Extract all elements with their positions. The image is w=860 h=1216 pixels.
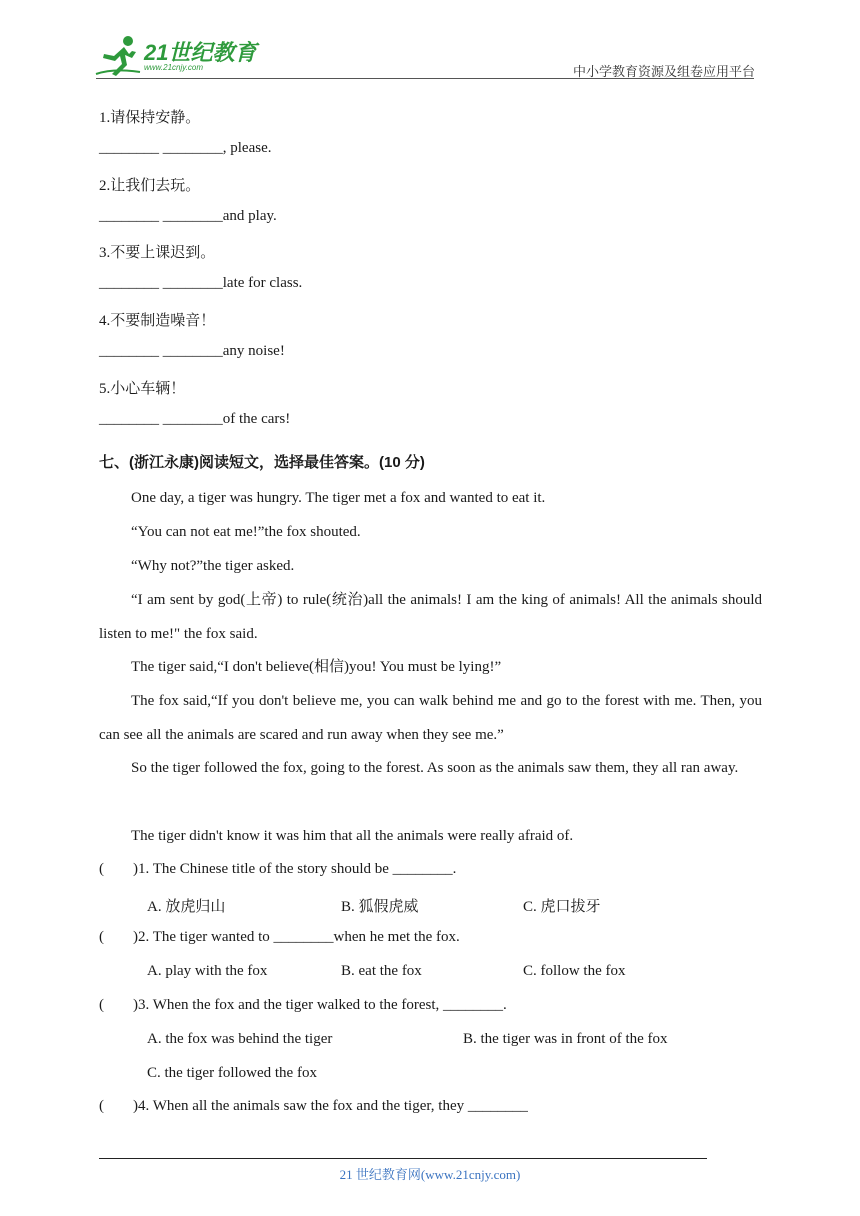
passage-paragraph: “I am sent by god(上帝) to rule(统治)all the animals! I am the king of animals! All the animals should listen to me!" the fox said. [99, 592, 762, 642]
logo-brand-text: 21世纪教育 [144, 40, 257, 65]
answer-paren: ( [99, 929, 104, 945]
translation-item-5-cn: 5.小心车辆！ [99, 381, 186, 397]
passage-paragraph: “You can not eat me!”the fox shouted. [131, 524, 361, 540]
answer-paren: ( [99, 1098, 104, 1114]
header-platform-title: 中小学教育资源及组卷应用平台 [572, 64, 755, 79]
translation-item-1-en: ________ ________, please. [99, 140, 272, 156]
footer-site-link[interactable]: 21 世纪教育网(www.21cnjy.com) [339, 1167, 521, 1182]
question-2-option-b: B. eat the fox [341, 963, 422, 979]
section-7-heading: 七、(浙江永康)阅读短文，选择最佳答案。(10 分) [99, 454, 425, 471]
footer-divider [99, 1158, 707, 1159]
site-logo [94, 34, 264, 78]
answer-paren: ( [99, 997, 104, 1013]
question-stem: )2. The tiger wanted to ________when he met the fox. [133, 929, 460, 945]
question-3 [99, 997, 507, 1014]
question-3-option-c: C. the tiger followed the fox [147, 1065, 317, 1081]
translation-item-1-cn: 1.请保持安静。 [99, 110, 201, 126]
question-1-option-c: C. 虎口拔牙 [523, 899, 601, 915]
translation-item-5-en: ________ ________of the cars! [99, 411, 291, 427]
passage-paragraph: The tiger didn't know it was him that all the animals were really afraid of. [131, 828, 574, 844]
translation-item-4-en: ________ ________any noise! [99, 343, 285, 359]
question-stem: )4. When all the animals saw the fox and the tiger, they ________ [133, 1098, 528, 1114]
question-4 [99, 1098, 528, 1115]
translation-item-3-en: ________ ________late for class. [99, 275, 303, 291]
logo-url-text: www.21cnjy.com [144, 63, 203, 72]
question-1 [99, 861, 456, 878]
runner-icon [94, 34, 142, 78]
translation-item-3-cn: 3.不要上课迟到。 [99, 245, 216, 261]
translation-item-2-en: ________ ________and play. [99, 208, 277, 224]
passage-paragraph: “Why not?”the tiger asked. [131, 558, 295, 574]
question-2-option-a: A. play with the fox [147, 963, 268, 979]
passage-paragraph: The fox said,“If you don't believe me, you can walk behind me and go to the forest with me. Then, you can see all the animals are scared and run away when they see me.” [99, 693, 762, 743]
translation-item-2-cn: 2.让我们去玩。 [99, 178, 201, 194]
answer-paren: ( [99, 861, 104, 877]
translation-item-4-cn: 4.不要制造噪音！ [99, 313, 216, 329]
question-2 [99, 929, 460, 946]
question-2-option-c: C. follow the fox [523, 963, 626, 979]
passage-paragraph: So the tiger followed the fox, going to the forest. As soon as the animals saw them, they all ran away. [131, 760, 739, 776]
question-stem: )3. When the fox and the tiger walked to the forest, ________. [133, 997, 507, 1013]
question-stem: )1. The Chinese title of the story should be ________. [133, 861, 457, 877]
question-1-option-b: B. 狐假虎威 [341, 899, 419, 915]
header-divider [96, 78, 754, 79]
passage-paragraph: The tiger said,“I don't believe(相信)you! You must be lying!” [131, 659, 502, 675]
question-1-option-a: A. 放虎归山 [147, 899, 226, 915]
passage-paragraph: One day, a tiger was hungry. The tiger met a fox and wanted to eat it. [131, 490, 546, 506]
question-3-option-a: A. the fox was behind the tiger [147, 1031, 333, 1047]
question-3-option-b: B. the tiger was in front of the fox [463, 1031, 668, 1047]
